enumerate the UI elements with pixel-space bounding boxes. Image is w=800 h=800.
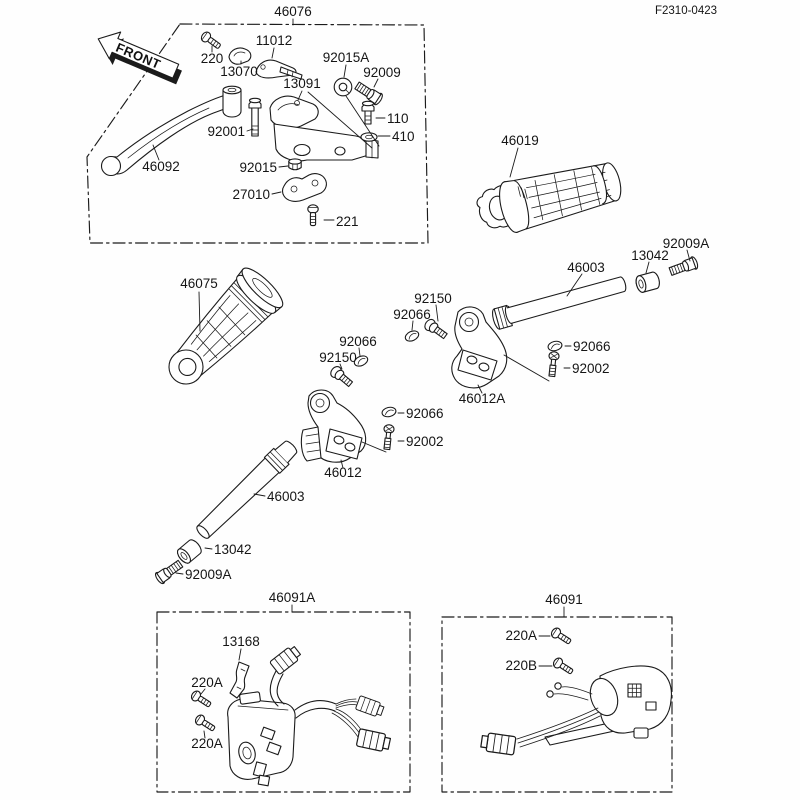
right-switch-wiring xyxy=(480,683,600,755)
callout-92009: 92009 xyxy=(363,65,401,80)
left-grip xyxy=(155,263,288,398)
screw-221 xyxy=(308,205,318,226)
callout-92001: 92001 xyxy=(207,124,245,139)
callout-92002-mid: 92002 xyxy=(406,434,444,449)
screw-220A-lower xyxy=(194,713,217,733)
screw-92002-right xyxy=(547,351,560,377)
left-connector-top xyxy=(270,644,303,674)
front-arrow-label: FRONT xyxy=(113,39,164,73)
callout-46019: 46019 xyxy=(501,133,539,148)
callout-220B-right: 220B xyxy=(505,658,537,673)
switch-bracket-27010 xyxy=(283,174,327,202)
handlebar-tube-right-group xyxy=(491,236,710,330)
callout-92066-mid2: 92066 xyxy=(406,406,444,421)
bolt-110 xyxy=(362,101,374,124)
left-connector-mid xyxy=(355,696,384,718)
right-switch-group xyxy=(442,592,672,792)
lever-assembly-group xyxy=(87,4,428,243)
callout-92015A: 92015A xyxy=(322,50,370,65)
callout-11012: 11012 xyxy=(255,33,293,48)
lever-pawl xyxy=(229,48,251,64)
ring-92015A xyxy=(334,78,352,96)
callout-92150-mid: 92150 xyxy=(319,350,357,365)
diagram-code: F2310-0423 xyxy=(654,5,718,17)
left-connector-bottom xyxy=(356,729,391,753)
right-switch-housing xyxy=(545,666,671,745)
throttle-grip xyxy=(474,133,626,240)
handle-holder-left-group xyxy=(301,334,443,480)
left-switch-housing xyxy=(228,692,296,786)
callout-92009A-left: 92009A xyxy=(185,567,232,582)
nut-92066-right xyxy=(404,329,421,343)
callout-46091A: 46091A xyxy=(268,590,316,605)
wire-clamp-13168 xyxy=(230,662,249,698)
callout-46076: 46076 xyxy=(274,4,312,19)
callout-46012A: 46012A xyxy=(458,391,506,406)
callout-92015: 92015 xyxy=(239,160,277,175)
callout-410: 410 xyxy=(392,129,415,144)
bolt-92009A-left xyxy=(154,558,184,585)
callout-92150-right: 92150 xyxy=(414,291,452,306)
callout-13091: 13091 xyxy=(283,76,321,91)
bolt-92001 xyxy=(249,98,261,136)
callout-110: 110 xyxy=(387,111,409,126)
callout-46092: 46092 xyxy=(142,159,180,174)
callout-221: 221 xyxy=(336,214,359,229)
callout-46003-left: 46003 xyxy=(267,489,305,504)
callout-92009A-right: 92009A xyxy=(662,236,710,251)
nut-92066-far-right xyxy=(547,340,563,352)
callout-220A-right: 220A xyxy=(505,628,537,643)
end-cap-13042-right xyxy=(634,271,661,293)
screw-220B-right xyxy=(552,656,575,676)
callout-220A-upper: 220A xyxy=(191,675,223,690)
right-connector xyxy=(480,732,516,755)
screw-220A-right xyxy=(550,626,573,646)
callout-13042-right: 13042 xyxy=(631,248,669,263)
callout-92066-mid: 92066 xyxy=(339,334,377,349)
screw-92002-mid xyxy=(382,424,395,450)
nut-92066-mid2 xyxy=(381,406,397,418)
screw-220A-upper xyxy=(190,689,213,709)
screw-220 xyxy=(200,30,223,51)
callout-92002-right: 92002 xyxy=(572,361,610,376)
callout-92066-far-right: 92066 xyxy=(573,339,611,354)
callout-13168: 13168 xyxy=(222,634,260,649)
callout-220A-lower: 220A xyxy=(191,736,223,751)
callout-13070: 13070 xyxy=(220,64,258,79)
callout-92066-right: 92066 xyxy=(393,307,431,322)
callout-46012: 46012 xyxy=(324,465,362,480)
left-switch-group xyxy=(157,590,410,792)
callout-46003-right: 46003 xyxy=(567,260,605,275)
callout-46075: 46075 xyxy=(180,276,218,291)
callout-220: 220 xyxy=(200,51,224,66)
handlebar-tube-left-group xyxy=(154,437,305,585)
nut-92015 xyxy=(289,159,301,170)
callout-46091: 46091 xyxy=(545,592,583,607)
bolt-92009A-right xyxy=(668,256,699,278)
callout-13042-left: 13042 xyxy=(214,542,252,557)
callout-27010: 27010 xyxy=(232,187,270,202)
